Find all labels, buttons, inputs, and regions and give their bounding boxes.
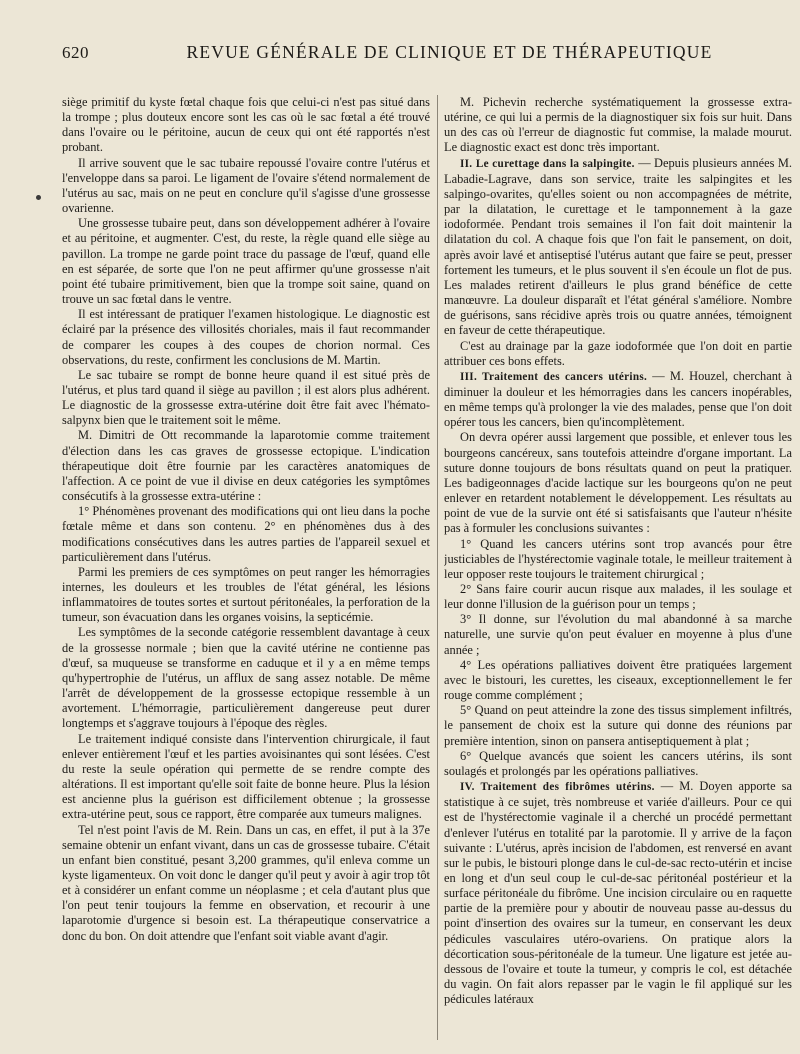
paragraph	[444, 95, 792, 156]
paragraph-text: 3° Il donne, sur l'évolution du mal abandonné à sa marche naturelle, une survie qu'on peut évaluer en moyenne à plus d'une année ;	[444, 612, 792, 657]
paragraph	[62, 95, 430, 156]
paragraph	[444, 369, 792, 431]
paragraph	[62, 368, 430, 429]
paragraph-text: 2° Sans faire courir aucun risque aux malades, il les soulage et leur donne l'illusion de la guérison pour un temps ;	[444, 582, 792, 612]
paragraph	[444, 779, 792, 1007]
paragraph	[444, 582, 792, 612]
paragraph-text: — M. Doyen apporte sa statistique à ce sujet, très nombreuse et variée d'ailleurs. Pour ce qui est de l'hystérectomie vaginale il a cherché un procédé permettant d'enlever l'utérus en totalité par la parotomie. Il y arrive de la façon suivante : L'utérus, après incision de l'abdomen, est renversé en avant sur le pubis, le bistouri plonge dans le cul-de-sac recto-utérin et incise en long et d'un seul coup le cul-de-sac péritonéal postérieur et la surface péritonéale du fibrôme. Une incision circulaire ou en raquette partie de la première pour y aboutir de nouveau passe au-dessus du point d'insertion des ovaires sur la tumeur, en conservant les deux pédicules vasculaires utéro-ovariens. On pratique alors la décortication sous-péritonéale de la tumeur. Une ligature est jetée au-dessous de l'ovaire et toute la tumeur, y compris le col, est détachée du vagin. On fait alors repasser par le vagin le fil appliqué sur les pédicules latéraux	[444, 779, 792, 1007]
paragraph-text: 1° Phénomènes provenant des modifications qui ont lieu dans la poche fœtale même et dans son contenu. 2° en phénomènes dus à des modifications consécutives dans les autres parties de l'appareil sexuel et particulièrement dans l'utérus.	[62, 504, 430, 564]
paragraph	[62, 625, 430, 731]
paragraph-text: Il est intéressant de pratiquer l'examen histologique. Le diagnostic est éclairé par la présence des villosités choriales, mais il faut recommander de comparer les coupes à des coupes de chorion normal. Ces observations, du reste, confirment les conclusions de M. Martin.	[62, 307, 430, 367]
paragraph-text: 1° Quand les cancers utérins sont trop avancés pour être justiciables de l'hystérectomie vaginale totale, le meilleur traitement à leur opposer reste toujours le traitement chirurgical ;	[444, 536, 792, 581]
section-heading: II. Le curettage dans la salpingite.	[460, 157, 635, 170]
section-heading: IV. Traitement des fibrômes utérins.	[460, 781, 655, 794]
paragraph	[62, 216, 430, 307]
paragraph	[62, 307, 430, 368]
column-divider	[437, 95, 438, 1040]
right-column	[444, 95, 792, 1045]
paragraph-text: M. Dimitri de Ott recommande la laparotomie comme traitement d'élection dans les cas graves de grossesse ectopique. L'indication thérapeutique doit être fournie par les caractères anatomiques de l'affection. A ce point de vue il divise en deux catégories les symptômes consécutifs à la grossesse extra-utérine :	[62, 428, 430, 504]
paragraph-text: 6° Quelque avancés que soient les cancers utérins, ils sont soulagés et prolongés par les opérations palliatives.	[444, 748, 792, 778]
paragraph	[62, 156, 430, 217]
paragraph-text: Le sac tubaire se rompt de bonne heure quand il est situé près de l'utérus, et plus tard quand il siège au pavillon ; il est alors plus adhérent. Le diagnostic de la grossesse extra-utérine doit être fait avec l'hémato-salpynx bien que le traitement soit le même.	[62, 367, 430, 428]
ink-dot	[36, 195, 41, 200]
paragraph	[62, 504, 430, 565]
paragraph-text: siège primitif du kyste fœtal chaque fois que celui-ci n'est pas situé dans la trompe ; plus douteux encore sont les cas où le sac fœtal a été trouvé dans l'ovaire ou le péritoine, aucun de ceux qui ont été rapportés n'est probant.	[62, 95, 430, 155]
paragraph-text: Une grossesse tubaire peut, dans son développement adhérer à l'ovaire et au péritoine, et augmenter. C'est, du reste, la règle quand elle siège au pavillon. La trompe ne garde point trace du passage de l'œuf, quand elle en est séparée, de sorte que l'on ne peut affirmer qu'une grossesse n'ait point été tubaire primitivement, bien que la trompe soit saine, quand on trouve un sac fœtal dans le ventre.	[62, 216, 430, 307]
paragraph-text: — Depuis plusieurs années M. Labadie-Lagrave, dans son service, traite les salpingites et les salpingo-ovarites, qu'elles soient ou non accompagnées de métrite, par la dilatation, le curettage et le tamponnement à la gaze iodoformée. Pendant trois semaines il l'on fait doit maintenir la dilatation du col. A chaque fois que l'on fait le pansement, on doit, après avoir lavé et antiseptisé l'utérus autant que faire se peut, presser fortement les tumeurs, et le plus souvent il s'en écoule un flot de pus. Les malades retirent d'ailleurs le plus grand bénéfice de cette manœuvre. La douleur disparaît et l'état général s'améliore. Nombre de guérisons, sans récidive après trois ou quatre années, témoignent en faveur de cette thérapeutique.	[444, 155, 792, 338]
paragraph	[444, 703, 792, 748]
paragraph	[444, 749, 792, 779]
paragraph	[444, 339, 792, 369]
paragraph	[444, 156, 792, 339]
paragraph-text: Le traitement indiqué consiste dans l'intervention chirurgicale, il faut enlever entièrement l'œuf et les parties avoisinantes qui sont lésées. C'est du reste la seule opération qui permette de se rendre compte des altérations. Il est important qu'elle soit faite de bonne heure. Plus la lésion est ancienne plus la guérison est difficilement obtenue ; la grossesse extra-utérine peut, sous ce rapport, être comparée aux tumeurs malignes.	[62, 731, 430, 822]
section-heading: III. Traitement des cancers utérins.	[460, 370, 648, 383]
page-header	[62, 42, 790, 63]
paragraph	[62, 565, 430, 626]
paragraph-text: Il arrive souvent que le sac tubaire repoussé l'ovaire contre l'utérus et l'enveloppe dans sa paroi. Le ligament de l'ovaire s'étend normalement de l'utérus au sac, mais on ne peut en conclure qu'il s'agisse d'une grossesse ovarienne.	[62, 155, 430, 216]
paragraph-text: C'est au drainage par la gaze iodoformée que l'on doit en partie attribuer ces bons effets.	[444, 338, 792, 368]
paragraph-text: Tel n'est point l'avis de M. Rein. Dans un cas, en effet, il put à la 37e semaine obtenir un enfant vivant, dans un cas de grossesse tubaire. C'était un enfant bien constitué, pesant 3,200 grammes, qu'il enleva comme un kyste ligamenteux. On voit donc le danger qu'il peut y avoir à agir trop tôt et à considérer un enfant comme un néoplasme ; et cela d'autant plus que l'on peut tenir toujours la femme en observation, et recourir à une laparotomie d'urgence si besoin est. La thérapeutique conservatrice a donc du bon. On doit attendre que l'enfant soit viable avant d'agir.	[62, 822, 430, 943]
page-number: 620	[62, 43, 89, 62]
paragraph	[444, 430, 792, 536]
paragraph	[444, 658, 792, 703]
paragraph	[444, 612, 792, 657]
left-column	[62, 95, 430, 1045]
paragraph	[62, 823, 430, 944]
paragraph-text: M. Pichevin recherche systématiquement la grossesse extra-utérine, ce qui lui a permis de la diagnostiquer six fois sur huit. Dans un des cas où l'erreur de diagnostic fut commise, la malade mourut. Le diagnostic exact est donc très important.	[444, 95, 792, 155]
paragraph-text: Parmi les premiers de ces symptômes on peut ranger les hémorragies internes, les douleurs et les troubles de l'état général, les lésions inflammatoires de toutes sortes et surtout péritonéales, la perforation de la tumeur, son évacuation dans les organes voisins, la septicémie.	[62, 564, 430, 625]
running-title: REVUE GÉNÉRALE DE CLINIQUE ET DE THÉRAPEUTIQUE	[186, 42, 713, 62]
paragraph-text: Les symptômes de la seconde catégorie ressemblent davantage à ceux de la grossesse normale ; bien que la cavité utérine ne contienne pas d'œuf, sa muqueuse se transforme en caduque et il y a en même temps qu'hypertrophie de l'utérus, un afflux de sang assez notable. De même l'arrêt de développement de la grossesse ectopique ressemble à un avortement. L'hémorragie, particulièrement dangereuse peut durer longtemps et s'aggrave toujours à l'époque des règles.	[62, 625, 430, 731]
paragraph-text: 4° Les opérations palliatives doivent être pratiquées largement avec le bistouri, les curettes, les ciseaux, exceptionnellement le fer rouge comme complément ;	[444, 657, 792, 703]
paragraph-text: 5° Quand on peut atteindre la zone des tissus simplement infiltrés, le pansement de choix est la suture qui donne des réunions par première intention, sinon on pansera antiseptiquement à plat ;	[444, 703, 792, 748]
paragraph-text: — M. Houzel, cherchant à diminuer la douleur et les hémorragies dans les cancers inopérables, en même temps qu'à prolonger la vie des malades, pense que l'on doit opérer tous les cancers, bien qu'incomplètement.	[444, 368, 792, 430]
paragraph	[62, 428, 430, 504]
paragraph-text: On devra opérer aussi largement que possible, et enlever tous les bourgeons cancéreux, sans toutefois atteindre d'organe important. La suture donne toujours de bons résultats quand on peut la pratiquer. Les badigeonnages d'acide lactique sur les bourgeons qu'on ne peut enlever en retardent notablement le développement. Les résultats au point de vue de la survie ont été si satisfaisants que l'auteur n'hésite pas à formuler les conclusions suivantes :	[444, 430, 792, 536]
paragraph	[62, 732, 430, 823]
paragraph	[444, 537, 792, 582]
